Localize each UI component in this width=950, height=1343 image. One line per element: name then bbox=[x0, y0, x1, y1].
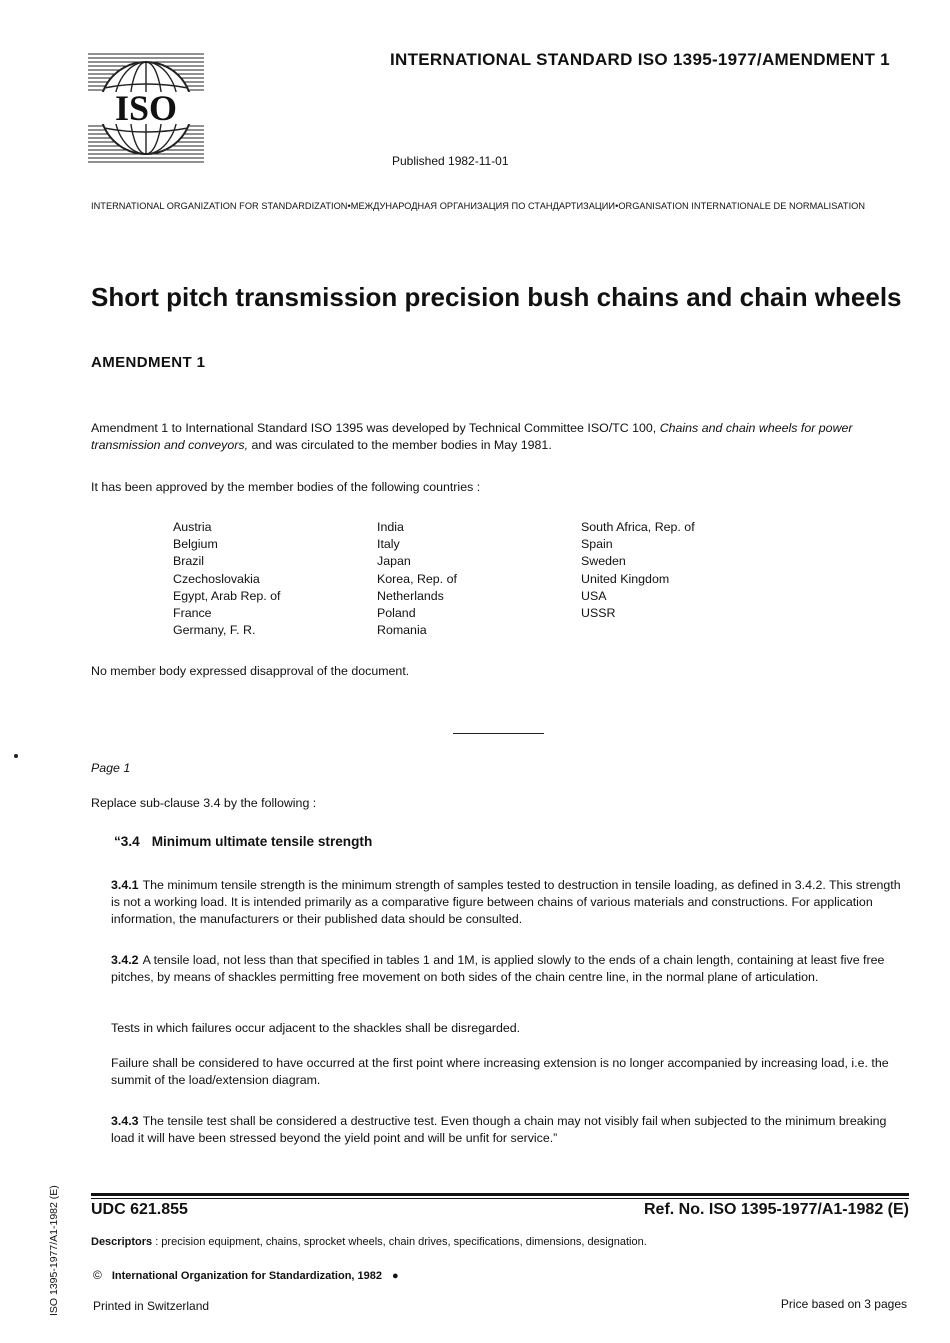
country-item: Romania bbox=[377, 623, 427, 638]
paragraph-3-4-3 bbox=[111, 1113, 911, 1147]
organization-line: INTERNATIONAL ORGANIZATION FOR STANDARDIZATION•МЕЖДУНАРОДНАЯ ОРГАНИЗАЦИЯ ПО СТАНДАРТИЗАЦИИ•ORGANISATION INTERNATIONALE DE NORMALISATION bbox=[91, 201, 866, 211]
country-list bbox=[173, 519, 873, 639]
bullet-icon: ● bbox=[392, 1270, 399, 1282]
price-note: Price based on 3 pages bbox=[780, 1297, 907, 1311]
country-item: Korea, Rep. of bbox=[377, 571, 457, 586]
country-item: South Africa, Rep. of bbox=[581, 520, 695, 534]
intro-text-1: Amendment 1 to International Standard ISO 1395 was developed by Technical Committee ISO/TC 100, bbox=[91, 421, 660, 435]
paragraph-number: 3.4.3 bbox=[111, 1114, 139, 1128]
country-item: Sweden bbox=[581, 554, 626, 569]
iso-logo-text: ISO bbox=[114, 88, 178, 128]
country-column bbox=[173, 519, 377, 639]
country-item: Belgium bbox=[173, 537, 218, 552]
section-divider bbox=[453, 733, 544, 734]
clause-number: “3.4 bbox=[114, 834, 140, 849]
descriptors bbox=[91, 1236, 647, 1248]
paragraph-text: A tensile load, not less than that specified in tables 1 and 1M, is applied slowly to the ends of a chain length, containing at least five free pitches, by means of shackles permitting free movement on both sides of the chain centre line, in the normal plane of articulation. bbox=[111, 953, 885, 984]
reference-number: Ref. No. ISO 1395-1977/A1-1982 (E) bbox=[643, 1201, 909, 1218]
paragraph-number: 3.4.2 bbox=[111, 953, 139, 967]
intro-text-2: and was circulated to the member bodies in May 1981. bbox=[248, 438, 552, 452]
country-item: Poland bbox=[377, 606, 416, 621]
margin-dot bbox=[14, 754, 18, 758]
clause-heading bbox=[114, 834, 372, 849]
country-item: Spain bbox=[581, 537, 613, 552]
country-column bbox=[581, 519, 695, 639]
published-date: Published 1982-11-01 bbox=[392, 154, 509, 168]
replace-instruction: Replace sub-clause 3.4 by the following : bbox=[91, 796, 317, 810]
country-item: Japan bbox=[377, 554, 411, 569]
country-item: Germany, F. R. bbox=[173, 623, 256, 638]
clause-title: Minimum ultimate tensile strength bbox=[151, 834, 373, 849]
paragraph-tests: Tests in which failures occur adjacent to the shackles shall be disregarded. bbox=[111, 1021, 521, 1035]
paragraph-3-4-1 bbox=[111, 877, 911, 928]
paragraph-text: The minimum tensile strength is the minimum strength of samples tested to destruction in tensile loading, as defined in 3.4.2. This strength is not a working load. It is intended primarily as a comparative figure between chains of various materials and constructions. For application information, the manufacturers or their published data should be consulted. bbox=[111, 878, 901, 926]
page-reference: Page 1 bbox=[91, 761, 131, 775]
iso-logo bbox=[88, 50, 204, 166]
document-subtitle: AMENDMENT 1 bbox=[91, 354, 206, 371]
country-item: Netherlands bbox=[377, 588, 444, 603]
copyright-symbol: © bbox=[93, 1268, 102, 1282]
printed-in: Printed in Switzerland bbox=[93, 1299, 210, 1313]
paragraph-text: The tensile test shall be considered a destructive test. Even though a chain may not visibly fail when subjected to the minimum breaking load it will have been stressed beyond the yield point and will be unfit for service.” bbox=[111, 1114, 887, 1145]
country-item: USSR bbox=[581, 606, 616, 621]
country-item: Brazil bbox=[173, 554, 204, 569]
paragraph-3-4-2 bbox=[111, 952, 911, 986]
copyright-text: International Organization for Standardization, 1982 bbox=[111, 1270, 382, 1282]
document-title: Short pitch transmission precision bush chains and chain wheels bbox=[91, 282, 902, 312]
approved-by-text: It has been approved by the member bodies of the following countries : bbox=[91, 480, 481, 494]
disapproval-text: No member body expressed disapproval of the document. bbox=[91, 664, 410, 678]
country-column bbox=[377, 519, 581, 639]
standard-title: INTERNATIONAL STANDARD ISO 1395-1977/AMENDMENT 1 bbox=[390, 50, 890, 69]
descriptors-text: : precision equipment, chains, sprocket wheels, chain drives, specifications, dimensions, designation. bbox=[152, 1236, 647, 1248]
country-item: USA bbox=[581, 588, 607, 603]
country-item: United Kingdom bbox=[581, 571, 670, 586]
footer-rule-thin bbox=[91, 1198, 909, 1199]
country-item: India bbox=[377, 520, 404, 534]
paragraph-failure: Failure shall be considered to have occurred at the first point where increasing extension is no longer accompanied by increasing load, i.e. the summit of the load/extension diagram. bbox=[111, 1056, 889, 1087]
intro-italic: Chains and chain wheels for power transmission and conveyors, bbox=[91, 421, 853, 452]
intro-paragraph bbox=[91, 420, 911, 454]
paragraph-number: 3.4.1 bbox=[111, 878, 139, 892]
vertical-reference bbox=[28, 1160, 60, 1316]
country-item: Italy bbox=[377, 537, 400, 552]
country-item: Czechoslovakia bbox=[173, 571, 260, 586]
country-item: Egypt, Arab Rep. of bbox=[173, 588, 281, 603]
copyright-line bbox=[93, 1268, 399, 1282]
descriptors-label: Descriptors bbox=[91, 1236, 153, 1248]
footer-rule bbox=[91, 1193, 909, 1196]
vertical-reference-text: ISO 1395-1977/A1-1982 (E) bbox=[48, 1185, 60, 1316]
udc-number: UDC 621.855 bbox=[91, 1201, 188, 1218]
country-item: Austria bbox=[173, 520, 212, 534]
country-item: France bbox=[173, 606, 212, 621]
